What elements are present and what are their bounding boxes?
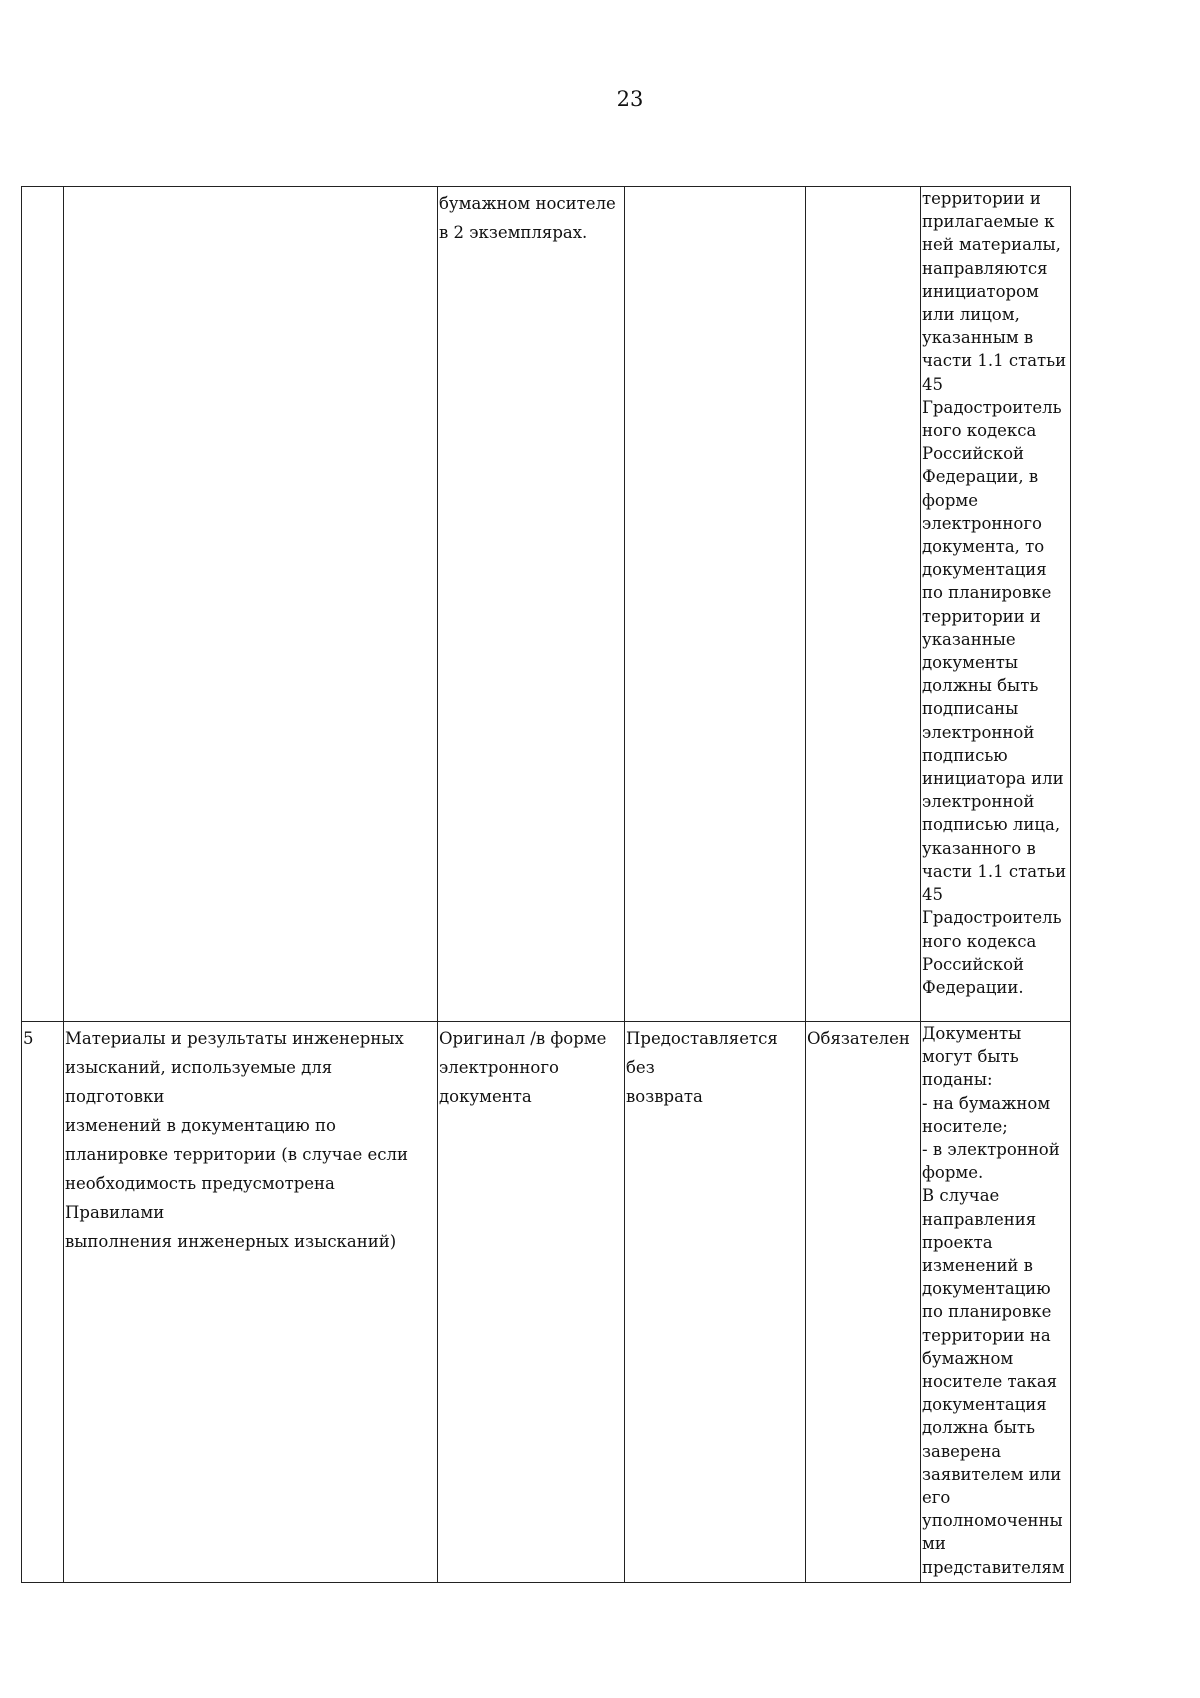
cell-number-text	[22, 187, 63, 189]
cell-document-form	[438, 187, 625, 1022]
cell-number	[22, 187, 64, 1022]
cell-document-name-text: Материалы и результаты инженерных изысканий, используемые для подготовки изменений в документацию по планировке территории (в случае если необходимость предусмотрена Правилами выполнения инженерных изысканий)	[65, 1029, 408, 1251]
cell-document-name	[64, 1022, 438, 1583]
cell-return	[625, 187, 806, 1022]
cell-document-form-text: Оригинал /в форме электронного документа	[439, 1029, 607, 1106]
cell-document-name	[64, 187, 438, 1022]
cell-required-text: Обязателен	[807, 1029, 910, 1048]
cell-required	[806, 1022, 921, 1583]
cell-document-form-text: бумажном носителе в 2 экземплярах.	[439, 194, 616, 242]
cell-document-name-text	[64, 187, 437, 189]
cell-notes-text: территории и прилагаемые к ней материалы, направляются инициатором или лицом, указанным в части 1.1 статьи 45 Градостроитель ного кодекса Российской Федерации, в форме электронного документа, то документация по планировке территории и указанные документы должны быть подписаны электронной подписью инициатора или электронной подписью лица, указанного в части 1.1 статьи 45 Градостроитель ного кодекса Российской Федерации.	[922, 189, 1067, 997]
cell-notes	[921, 187, 1071, 1022]
cell-number-text: 5	[23, 1029, 34, 1048]
requirements-table	[21, 186, 1071, 1583]
cell-return-text: Предоставляется без возврата	[626, 1029, 778, 1106]
cell-number	[22, 1022, 64, 1583]
page-number: 23	[616, 87, 644, 111]
cell-document-form	[438, 1022, 625, 1583]
table-row	[22, 187, 1071, 1022]
cell-notes-text: Документы могут быть поданы: - на бумажном носителе; - в электронной форме. В случае направления проекта изменений в документацию по планировке территории на бумажном носителе такая документация должна быть заверена заявителем или его уполномоченны ми представителям	[922, 1024, 1065, 1577]
table-row	[22, 1022, 1071, 1583]
cell-notes	[921, 1022, 1071, 1583]
cell-return	[625, 1022, 806, 1583]
cell-required	[806, 187, 921, 1022]
cell-return-text	[625, 187, 805, 189]
cell-required-text	[806, 187, 920, 189]
